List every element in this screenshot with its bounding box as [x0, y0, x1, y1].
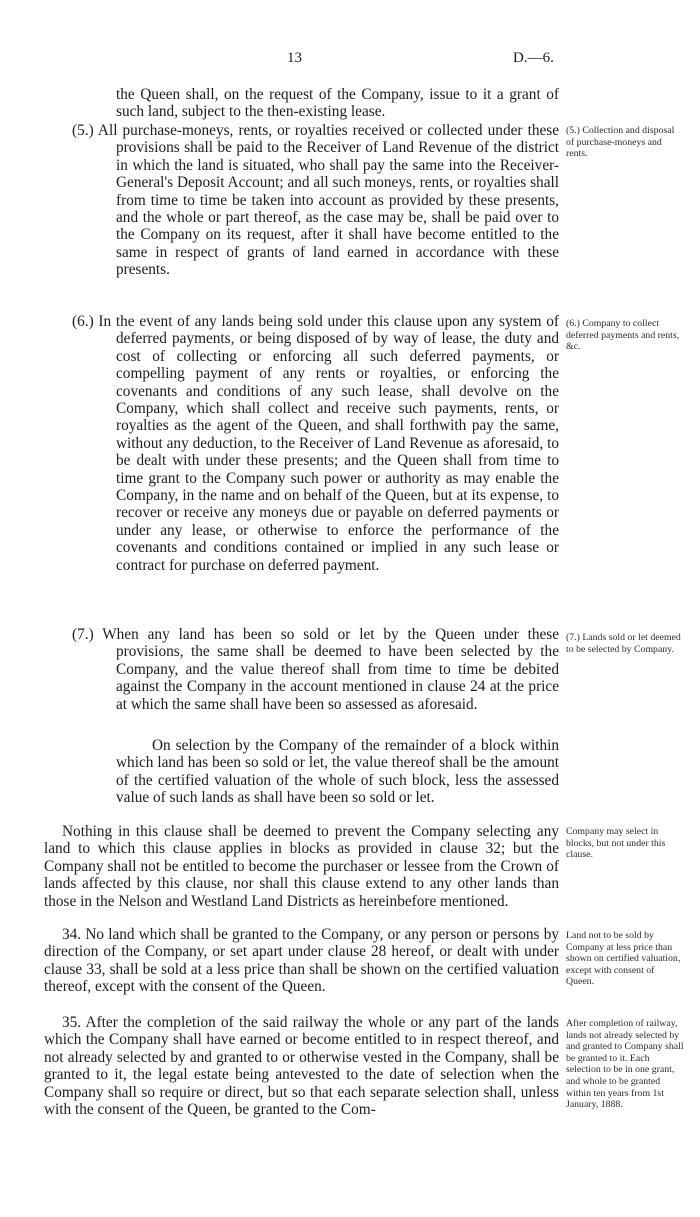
subclause-7: (7.) When any land has been so sold or let by the Queen under these provisions, the same shall be deemed to have been selected by the Company, and the value thereof shall from time to time be debited against the Company in the account mentioned in clause 24 at the price at which the same shall have been so assessed as aforesaid.: [72, 626, 559, 713]
page-number: 13: [287, 50, 302, 66]
margin-note-6: (6.) Company to collect deferred payments and rents, &c.: [566, 318, 680, 353]
margin-note-7: (7.) Lands sold or let deemed to be selected by Company.: [566, 632, 681, 655]
document-reference: D.—6.: [513, 50, 554, 66]
margin-note-company-select: Company may select in blocks, but not under this clause.: [566, 826, 666, 861]
margin-note-35: After completion of railway, lands not already selected by and granted to Company shall be granted to it. Each selection to be in one grant, and whole to be granted within ten years from 1st January, 1888.: [566, 1018, 684, 1111]
clause-35: 35. After the completion of the said railway the whole or any part of the lands which the Company shall have earned or become entitled to in respect thereof, and not already selected by and granted to or otherwise vested in the Company, shall be granted to it, the legal estate being antevested to the date of selection when the Company shall so require or direct, but so that each separate selection shall, unless with the consent of the Queen, be granted to the Com-: [44, 1014, 559, 1119]
margin-note-34: Land not to be sold by Company at less price than shown on certified valuation, except with consent of Queen.: [566, 930, 681, 988]
subclause-6: (6.) In the event of any lands being sold under this clause upon any system of deferred payments, or being disposed of by way of lease, the duty and cost of collecting or enforcing all such deferred payments, or compelling payment of any rents or royalties, or enforcing the covenants and conditions of any such lease, shall devolve on the Company, which shall collect and receive such payments, rents, or royalties as the agent of the Queen, and shall forthwith pay the same, without any deduction, to the Receiver of Land Revenue as aforesaid, to be dealt with under these presents; and the Queen shall from time to time grant to the Company such power or authority as may enable the Company, in the name and on behalf of the Queen, but at its expense, to recover or receive any moneys due or payable on deferred payments or under any lease, or otherwise to enforce the performance of the covenants and conditions contained or implied in any such lease or contract for purchase on deferred payment.: [72, 313, 559, 574]
paragraph-continuation: the Queen shall, on the request of the Company, issue to it a grant of such land, subject to the then-existing lease.: [116, 86, 559, 121]
clause-34: 34. No land which shall be granted to the Company, or any person or persons by direction of the Company, or set apart under clause 28 hereof, or dealt with under clause 33, shall be sold at a less price than shall be shown on the certified valuation thereof, except with the consent of the Queen.: [44, 926, 559, 996]
margin-note-5: (5.) Collection and disposal of purchase-moneys and rents.: [566, 125, 675, 160]
subclause-5: (5.) All purchase-moneys, rents, or royalties received or collected under these provisions shall be paid to the Receiver of Land Revenue of the district in which the land is situated, who shall pay the same into the Receiver-General's Deposit Account; and all such moneys, rents, or royalties shall from time to time be taken into account as provided by these presents, and the whole or part thereof, as the case may be, shall be paid over to the Company on its request, after it shall have become entitled to the same in respect of grants of land earned in accordance with these presents.: [72, 122, 559, 279]
subclause-7-remainder: On selection by the Company of the remainder of a block within which land has been so sold or let, the value thereof shall be the amount of the certified valuation of the whole of such block, less the assessed value of such lands as shall have been so sold or let.: [116, 737, 559, 807]
paragraph-nothing-in-clause: Nothing in this clause shall be deemed to prevent the Company selecting any land to which this clause applies in blocks as provided in clause 32; but the Company shall not be entitled to become the purchaser or lessee from the Crown of lands affected by this clause, nor shall this clause extend to any other lands than those in the Nelson and Westland Land Districts as hereinbefore mentioned.: [44, 823, 559, 910]
